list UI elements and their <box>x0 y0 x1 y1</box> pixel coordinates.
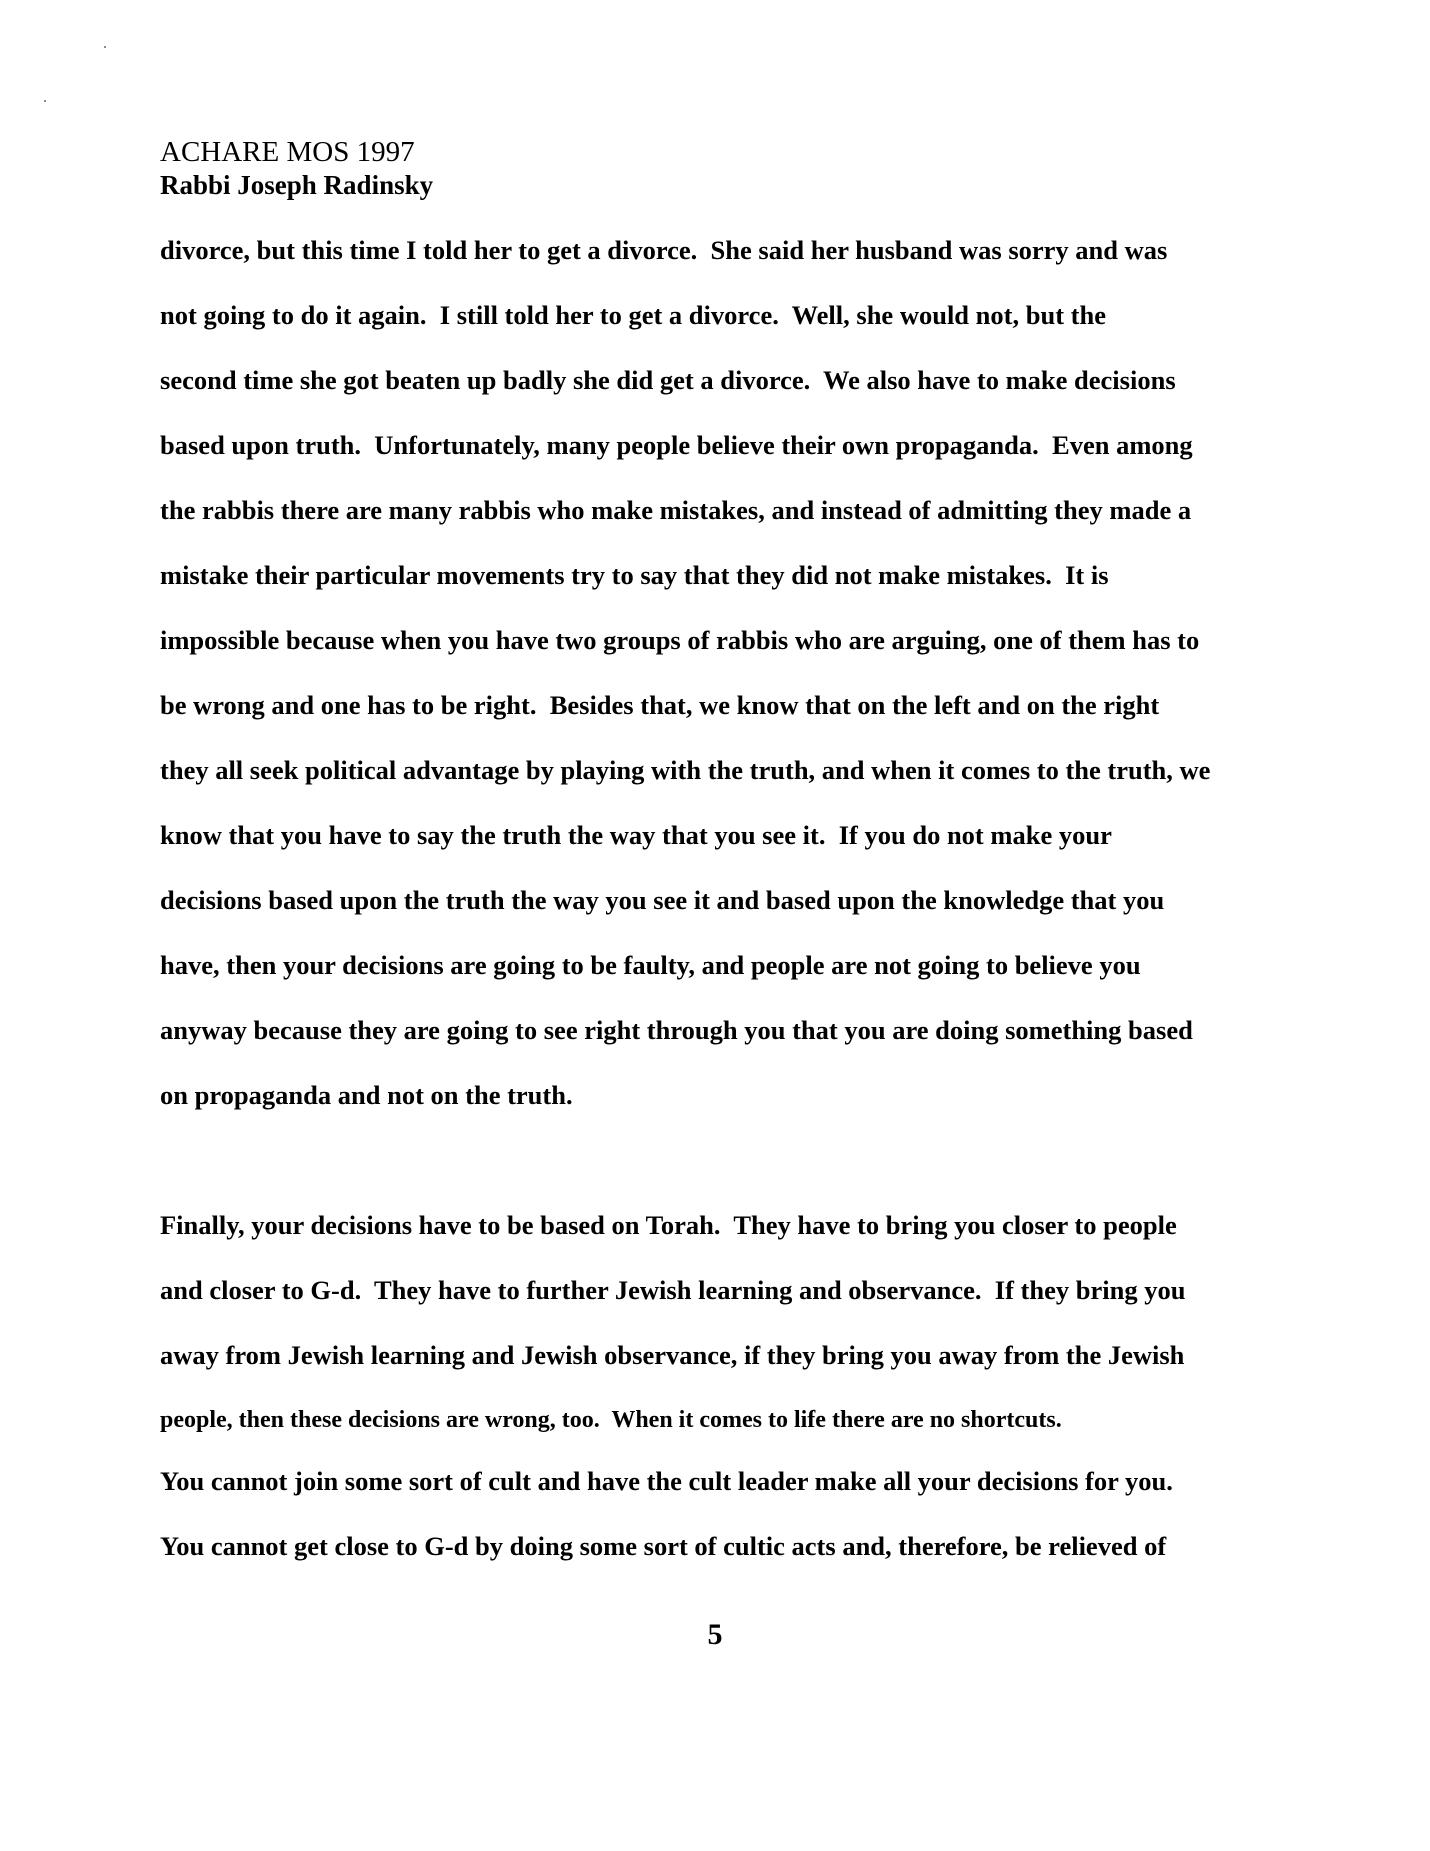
page-number: 5 <box>707 1618 723 1651</box>
text-line: they all seek political advantage by playing with the truth, and when it comes to the truth, we <box>160 755 1211 785</box>
text-line: be wrong and one has to be right. Besides that, we know that on the left and on the right <box>160 690 1160 720</box>
scan-speck <box>104 46 106 48</box>
text-line: Finally, your decisions have to be based on Torah. They have to bring you closer to people <box>160 1210 1177 1240</box>
text-line: away from Jewish learning and Jewish observance, if they bring you away from the Jewish <box>160 1340 1185 1370</box>
document-author: Rabbi Joseph Radinsky <box>160 170 434 200</box>
text-line: You cannot join some sort of cult and have the cult leader make all your decisions for you. <box>160 1466 1173 1496</box>
document-header <box>160 136 433 202</box>
text-line: anyway because they are going to see right through you that you are doing something based <box>160 1015 1193 1045</box>
text-line: divorce, but this time I told her to get a divorce. She said her husband was sorry and was <box>160 235 1168 265</box>
text-line: people, then these decisions are wrong, too. When it comes to life there are no shortcuts. <box>160 1407 1062 1433</box>
text-line: not going to do it again. I still told her to get a divorce. Well, she would not, but the <box>160 300 1106 330</box>
document-title: ACHARE MOS 1997 <box>160 136 415 168</box>
text-line: based upon truth. Unfortunately, many people believe their own propaganda. Even among <box>160 430 1193 460</box>
text-line: You cannot get close to G-d by doing some sort of cultic acts and, therefore, be relieved of <box>160 1531 1167 1561</box>
text-line: second time she got beaten up badly she did get a divorce. We also have to make decisions <box>160 365 1176 395</box>
text-line: the rabbis there are many rabbis who make mistakes, and instead of admitting they made a <box>160 495 1192 525</box>
text-line: decisions based upon the truth the way you see it and based upon the knowledge that you <box>160 885 1165 915</box>
text-line: and closer to G-d. They have to further Jewish learning and observance. If they bring you <box>160 1275 1186 1305</box>
scan-speck <box>44 100 46 102</box>
text-line: impossible because when you have two groups of rabbis who are arguing, one of them has to <box>160 625 1200 655</box>
text-line: on propaganda and not on the truth. <box>160 1080 573 1110</box>
text-line: mistake their particular movements try to say that they did not make mistakes. It is <box>160 560 1109 590</box>
text-line: know that you have to say the truth the way that you see it. If you do not make your <box>160 820 1112 850</box>
text-line: have, then your decisions are going to be faulty, and people are not going to believe you <box>160 950 1141 980</box>
